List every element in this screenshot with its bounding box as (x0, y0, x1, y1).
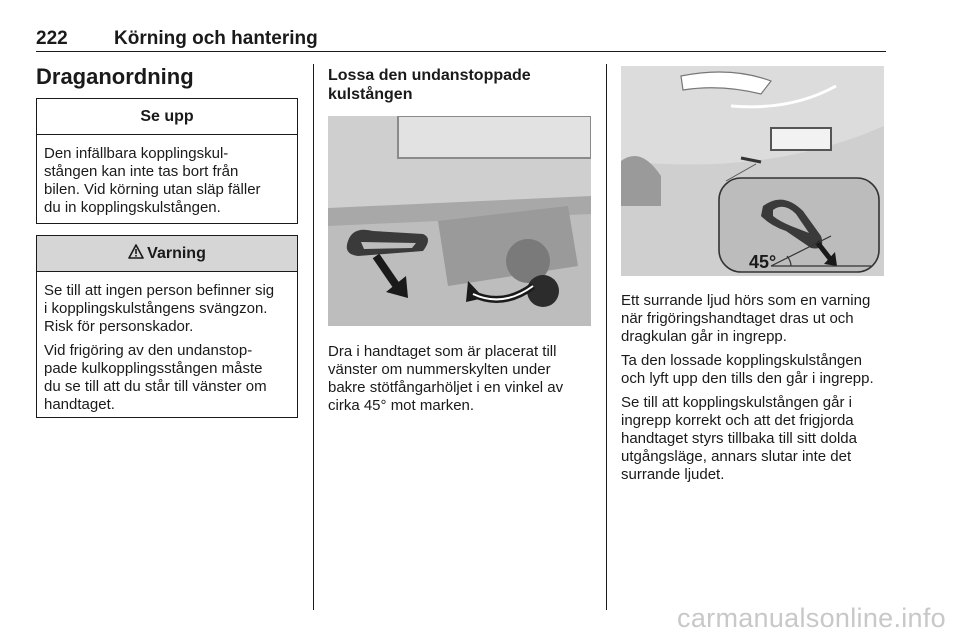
warning-box (36, 235, 298, 418)
section-title: Draganordning (36, 64, 194, 89)
column-divider-2 (606, 64, 607, 610)
column-divider-1 (313, 64, 314, 610)
figure-angle-label: 45° (749, 252, 777, 272)
page-header (36, 28, 886, 52)
caution-box (36, 98, 298, 224)
figure-bumper-handle (621, 66, 884, 276)
page-number: 222 (36, 28, 68, 49)
caution-text: Den infällbara kopplingskul- stången kan inte tas bort från bilen. Vid körning utan släp fäller du in kopplingskulstången. (44, 145, 261, 216)
column2-text: Dra i handtaget som är placerat till vänster om nummerskylten under bakre stötfångarhöljet i en vinkel av cirka 45° mot marken. (328, 343, 564, 414)
chapter-title: Körning och hantering (114, 28, 318, 49)
caution-box-body (37, 135, 297, 225)
warning-paragraph-1: Se till att ingen person befinner sig i kopplingskulstångens svängzon. Risk för personskador. (44, 282, 275, 335)
warning-box-body (37, 272, 297, 422)
column3-paragraph-3: Se till att kopplingskulstången går i ingrepp korrekt och att det frigjorda handtaget styrs tillbaka till sitt dolda utgångsläge, annars slutar inte det surrande ljudet. (621, 394, 857, 483)
warning-paragraph-2: Vid frigöring av den undanstop- pade kulkopplingsstången måste du se till att du står till vänster om handtaget. (44, 342, 267, 413)
column3-paragraph-2: Ta den lossade kopplingskulstången och lyft upp den tills den går i ingrepp. (621, 352, 874, 387)
figure-handle-release (328, 116, 591, 326)
warning-box-title: Varning (147, 244, 206, 262)
subsection-title: Lossa den undanstoppade kulstången (328, 67, 531, 103)
column3-paragraph-1: Ett surrande ljud hörs som en varning när frigöringshandtaget dras ut och dragkulan går in ingrepp. (621, 292, 871, 345)
column3-text (621, 292, 891, 484)
caution-box-title: Se upp (37, 99, 297, 135)
warning-triangle-icon (128, 244, 144, 264)
watermark: carmanualsonline.info (677, 603, 946, 633)
warning-box-header (37, 236, 297, 272)
